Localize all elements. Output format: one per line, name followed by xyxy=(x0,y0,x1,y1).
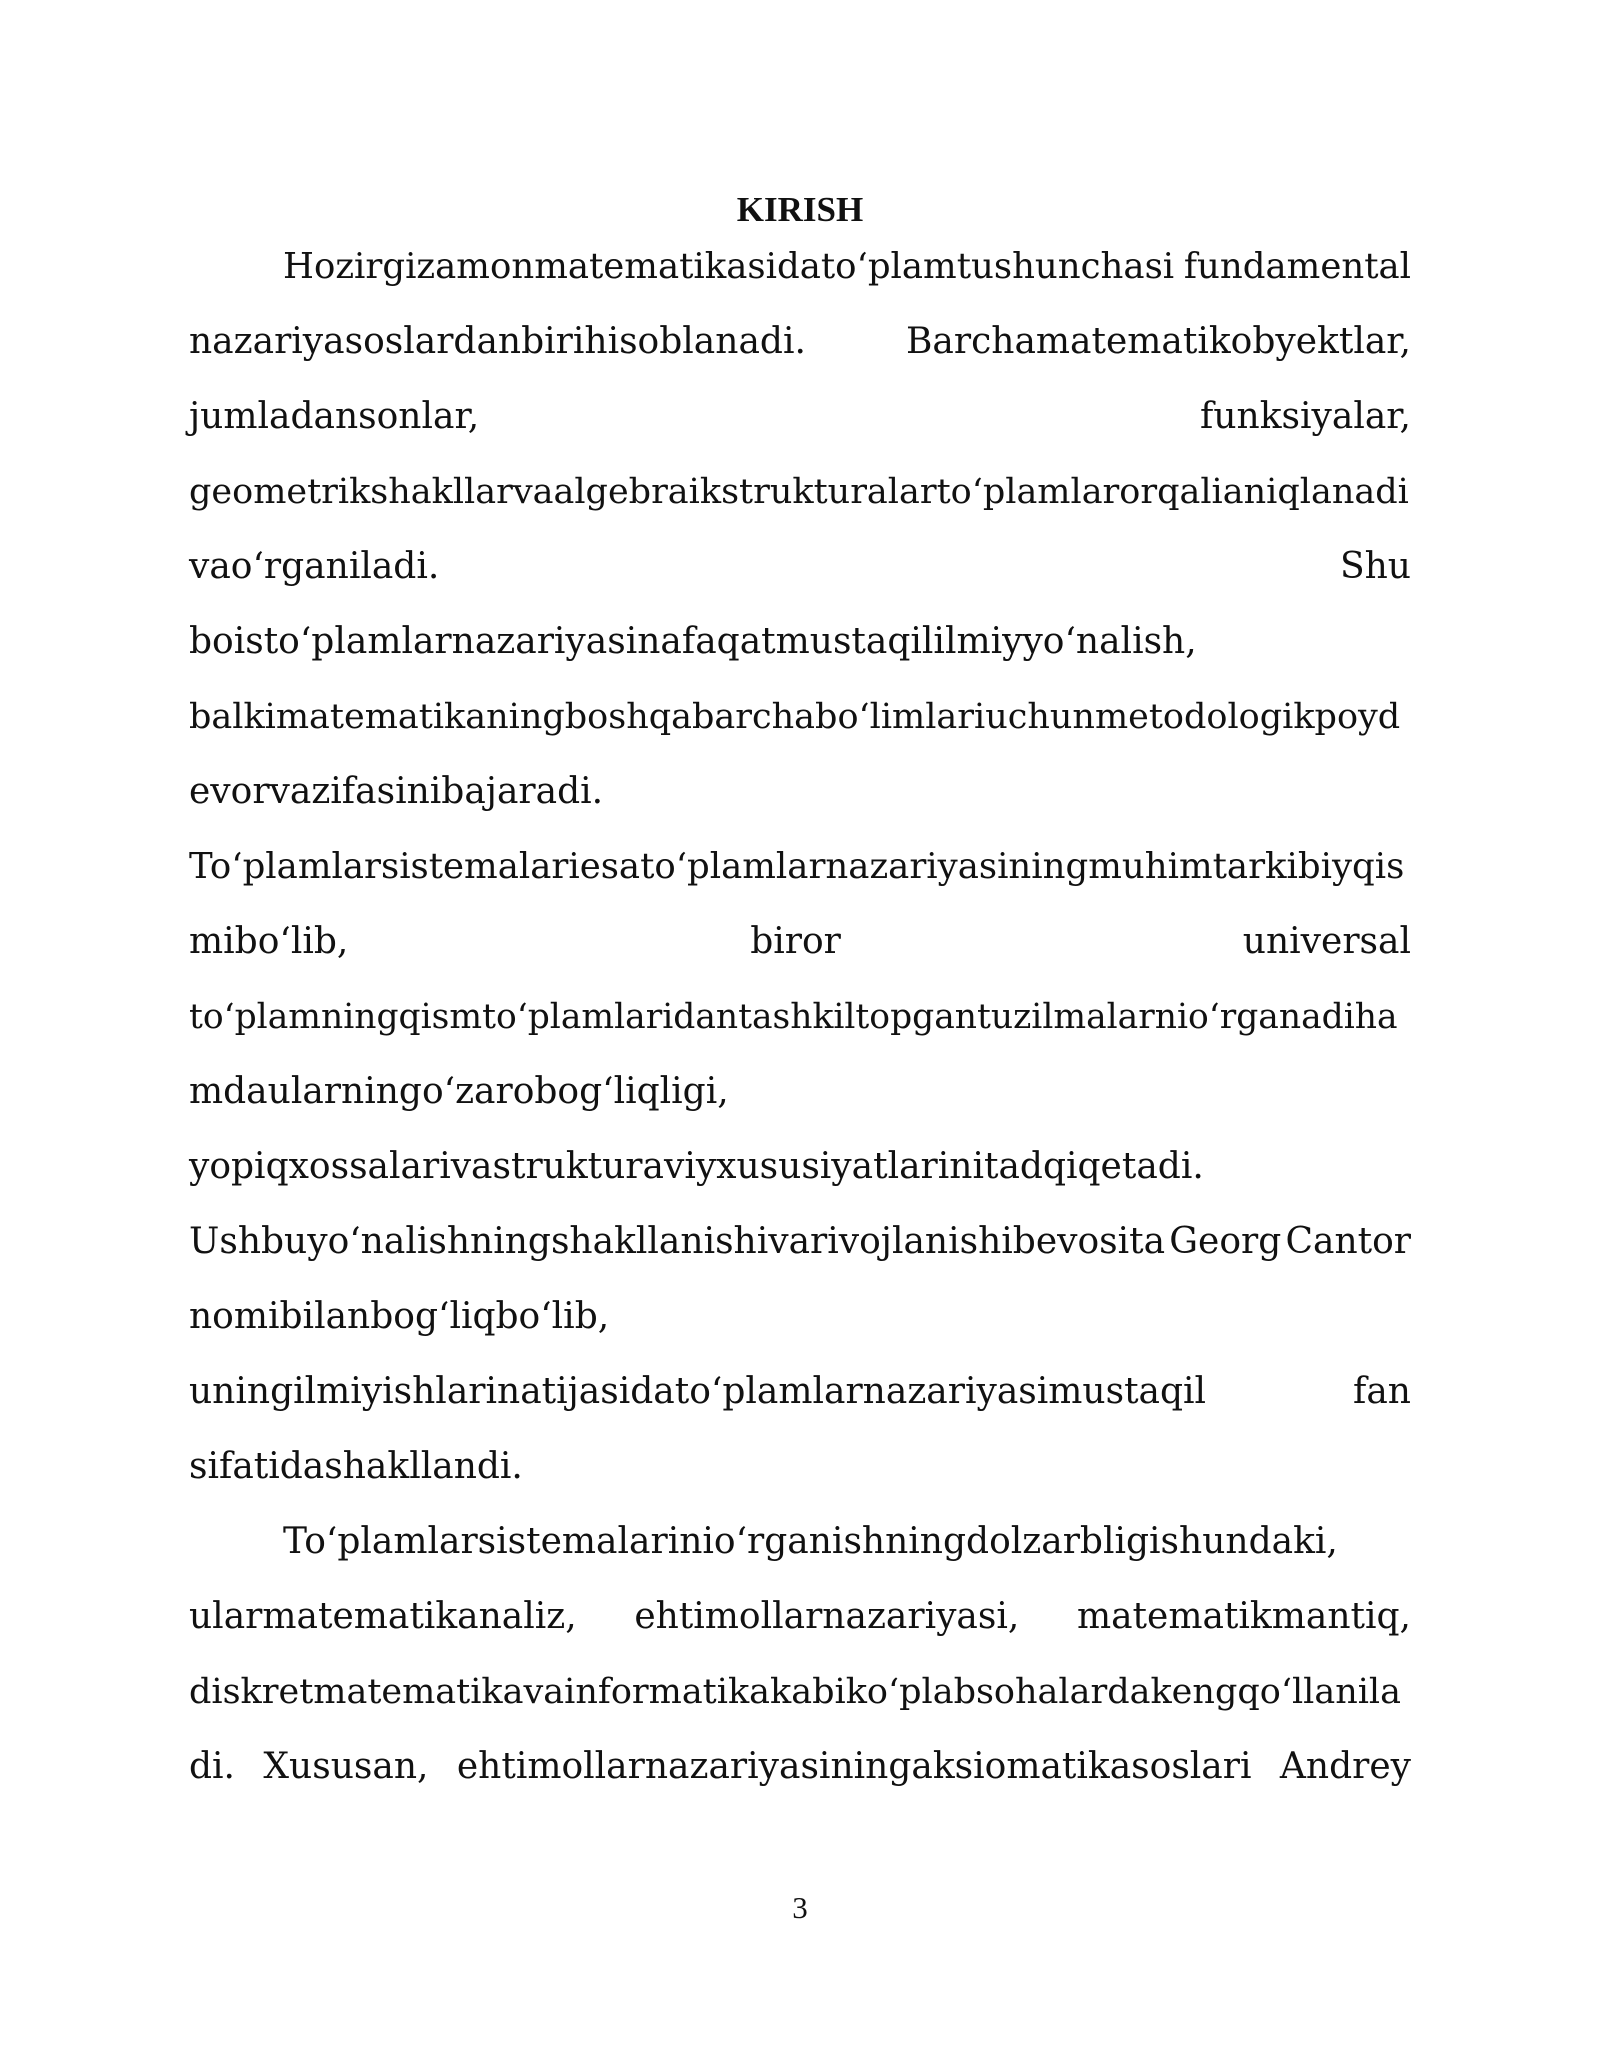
text-line xyxy=(189,1513,1411,1588)
text-line xyxy=(189,1363,1411,1438)
text-word: Hozirgizamonmatematikasidato‘plamtushunchasi xyxy=(283,246,1175,287)
text-word: to‘plamningqismto‘plamlaridantashkiltopgantuzilmalarnio‘rganadiha xyxy=(189,997,1398,1037)
text-line xyxy=(189,313,1411,388)
text-word: mibo‘lib, xyxy=(189,921,349,962)
text-word: Ushbuyo‘nalishningshakllanishivarivojlanishibevosita xyxy=(189,1221,1166,1262)
text-word: To‘plamlarsistemalariesato‘plamlarnazariyasiningmuhimtarkibiyqis xyxy=(189,846,1405,887)
text-word: To‘plamlarsistemalarinio‘rganishningdolzarbligishundaki, xyxy=(283,1521,1338,1562)
section-heading: KIRISH xyxy=(736,190,864,229)
text-word: fan xyxy=(1353,1371,1411,1412)
body-text xyxy=(189,238,1411,1813)
text-line xyxy=(189,1288,1411,1363)
text-line xyxy=(189,838,1411,913)
text-line xyxy=(189,688,1411,763)
text-line xyxy=(189,1138,1411,1213)
text-line xyxy=(189,913,1411,988)
text-word: biror xyxy=(750,921,841,962)
text-word: ehtimollarnazariyasiningaksiomatikasoslari xyxy=(456,1746,1252,1787)
text-word: Cantor xyxy=(1285,1221,1411,1262)
text-line xyxy=(189,238,1411,313)
text-word: Shu xyxy=(1339,546,1411,587)
page-number: 3 xyxy=(792,1890,808,1925)
text-word: universal xyxy=(1242,921,1411,962)
text-word: ehtimollarnazariyasi, xyxy=(634,1596,1020,1637)
text-word: Barchamatematikobyektlar, xyxy=(905,321,1411,362)
text-word: geometrikshakllarvaalgebraikstrukturalarto‘plamlarorqalianiqlanadi xyxy=(189,472,1409,512)
text-word: funksiyalar, xyxy=(1200,396,1411,437)
text-word: evorvazifasinibajaradi. xyxy=(189,771,604,812)
text-word: sifatidashakllandi. xyxy=(189,1446,523,1487)
text-line xyxy=(189,613,1411,688)
text-line xyxy=(189,463,1411,538)
text-word: mdaularningo‘zarobog‘liqligi, xyxy=(189,1071,729,1112)
text-word: boisto‘plamlarnazariyasinafaqatmustaqililmiyyo‘nalish, xyxy=(189,621,1197,662)
text-line xyxy=(189,988,1411,1063)
text-line xyxy=(189,388,1411,463)
text-line xyxy=(189,1663,1411,1738)
text-line xyxy=(189,1738,1411,1813)
text-word: di. xyxy=(189,1746,236,1787)
text-line xyxy=(189,1588,1411,1663)
text-word: balkimatematikaningboshqabarchabo‘limlariuchunmetodologikpoyd xyxy=(189,697,1401,737)
text-word: ularmatematikanaliz, xyxy=(189,1596,577,1637)
text-line xyxy=(189,1213,1411,1288)
text-line xyxy=(189,538,1411,613)
text-word: uningilmiyishlarinatijasidato‘plamlarnazariyasimustaqil xyxy=(189,1371,1207,1412)
text-word: Andrey xyxy=(1279,1746,1411,1787)
text-word: matematikmantiq, xyxy=(1076,1596,1411,1637)
text-word: yopiqxossalarivastrukturaviyxususiyatlarinitadqiqetadi. xyxy=(189,1146,1204,1187)
text-word: jumladansonlar, xyxy=(189,396,480,437)
text-line xyxy=(189,1438,1411,1513)
text-word: Georg xyxy=(1169,1221,1282,1262)
text-line xyxy=(189,1063,1411,1138)
text-word: nazariyasoslardanbirihisoblanadi. xyxy=(189,321,806,362)
text-word: Xususan, xyxy=(263,1746,429,1787)
text-line xyxy=(189,763,1411,838)
text-word: diskretmatematikavainformatikakabiko‘plabsohalardakengqo‘llanila xyxy=(189,1672,1401,1712)
text-word: vao‘rganiladi. xyxy=(189,546,440,587)
text-word: nomibilanbog‘liqbo‘lib, xyxy=(189,1296,610,1337)
text-word: fundamental xyxy=(1183,246,1411,287)
